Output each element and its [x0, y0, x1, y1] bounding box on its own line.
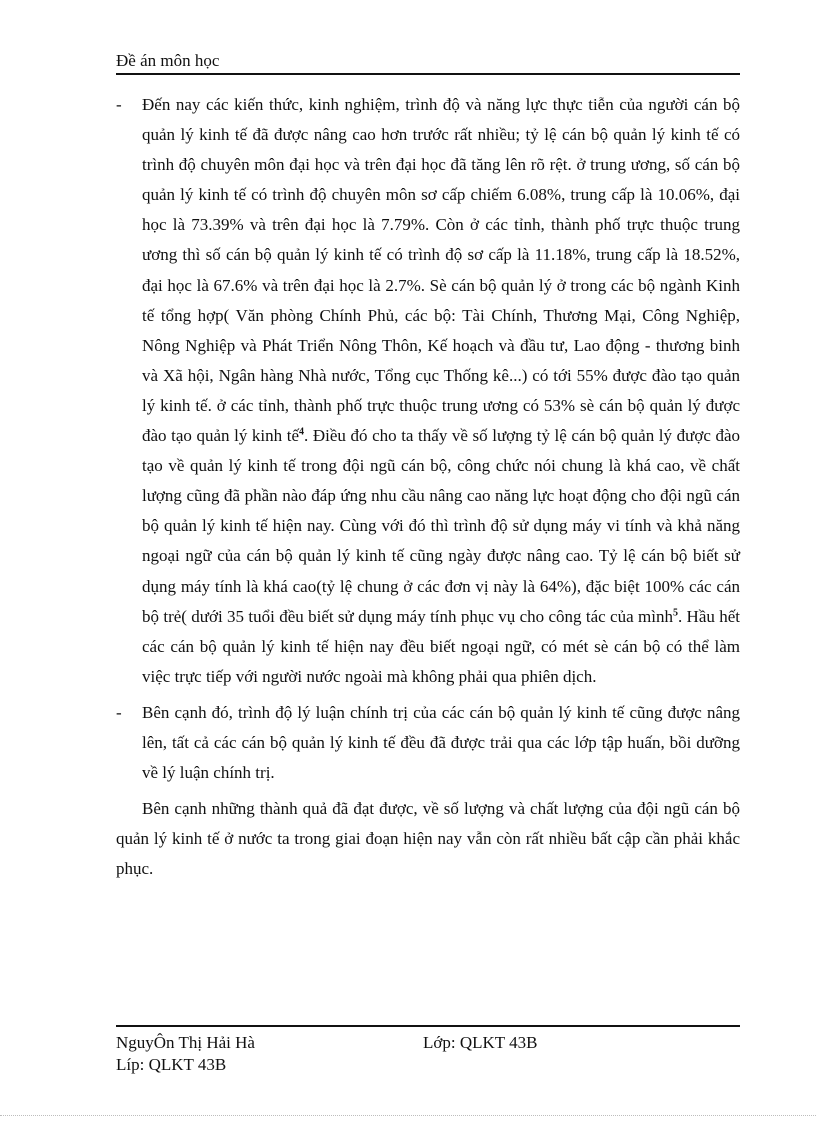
footnote-ref-5[interactable]: 5: [672, 606, 678, 618]
bullet-item: [116, 698, 740, 788]
bullet-item: [116, 90, 740, 692]
bullet1-part3: . Hầu hết các cán bộ quản lý kinh tế hiện nay đều biết ngoại ngữ, có mét sè cán bộ có thể làm việc trực tiếp với người nước ngoài mà không phải qua phiên dịch.: [142, 606, 740, 686]
page-header: [116, 50, 740, 72]
bullet-text: [142, 90, 740, 692]
bullet1-part1: Đến nay các kiến thức, kinh nghiệm, trình độ và năng lực thực tiễn của người cán bộ quản lý kinh tế đã được nâng cao hơn trước rất nhiều; tỷ lệ cán bộ quản lý kinh tế có trình độ chuyên môn đại học và trên đại học đã tăng lên rõ rệt. ở trung ương, số cán bộ quản lý kinh tế có trình độ chuyên môn sơ cấp chiếm 6.08%, trung cấp là 10.06%, đại học là 73.39% và trên đại học là 7.79%. Còn ở các tỉnh, thành phố trực thuộc trung ương thì số cán bộ quản lý kinh tế có trình độ sơ cấp là 11.18%, trung cấp là 18.52%, đại học là 67.6% và trên đại học là 2.7%. Sè cán bộ quản lý ở trong các bộ ngành Kinh tế tổng hợp( Văn phòng Chính Phủ, các bộ: Tài Chính, Thương Mại, Công Nghiệp, Nông Nghiệp và Phát Triển Nông Thôn, Kế hoạch và đầu tư, Lao động - thương binh và Xã hội, Ngân hàng Nhà nước, Tổng cục Thống kê...) có tới 55% được đào tạo quản lý kinh tế. ở các tỉnh, thành phố trực thuộc trung ương có 53% sè cán bộ quản lý được đào tạo quản lý kinh tế: [142, 95, 740, 446]
footer-row: [116, 1032, 740, 1054]
footer-class-left: Líp: QLKT 43B: [116, 1055, 227, 1074]
footer-class-right: Lớp: QLKT 43B: [423, 1033, 538, 1052]
page-edge-divider: [0, 1115, 816, 1116]
document-body: [116, 90, 740, 901]
footer-author: NguyÔn Thị Hải Hà: [116, 1033, 255, 1052]
footer-row: [116, 1054, 740, 1076]
footer-divider: [116, 1025, 740, 1027]
footnote-ref-4[interactable]: 4: [299, 426, 305, 438]
bullet-marker: -: [116, 95, 122, 114]
bullet-marker: -: [116, 702, 122, 722]
bullet-text: Bên cạnh đó, trình độ lý luận chính trị của các cán bộ quản lý kinh tế cũng được nâng lên, tất cả các cán bộ quản lý kinh tế đều đã được trải qua các lớp tập huấn, bồi dưỡng về lý luận chính trị.: [142, 702, 740, 783]
bullet1-part2: . Điều đó cho ta thấy về số lượng tỷ lệ cán bộ quản lý được đào tạo về quản lý kinh tế trong đội ngũ cán bộ, công chức nói chung là khá cao, về chất lượng cũng đã phần nào đáp ứng nhu cầu nâng cao năng lực hoạt động cho đội ngũ cán bộ quản lý kinh tế hiện nay. Cùng với đó thì trình độ sử dụng máy vi tính và khả năng ngoại ngữ của cán bộ quản lý kinh tế cũng ngày được nâng cao. Tỷ lệ cán bộ biết sử dụng máy tính là khá cao(tỷ lệ chung ở các đơn vị này là 64%), đặc biệt 100% các cán bộ trẻ( dưới 35 tuổi đều biết sử dụng máy tính phục vụ cho công tác của mình: [142, 426, 740, 626]
body-paragraph: Bên cạnh những thành quả đã đạt được, về số lượng và chất lượng của đội ngũ cán bộ quản lý kinh tế ở nước ta trong giai đoạn hiện nay vẫn còn rất nhiều bất cập cần phải khắc phục.: [116, 799, 740, 879]
header-divider: [116, 73, 740, 75]
header-title: Đề án môn học: [116, 51, 220, 70]
page-footer: [116, 1032, 740, 1076]
